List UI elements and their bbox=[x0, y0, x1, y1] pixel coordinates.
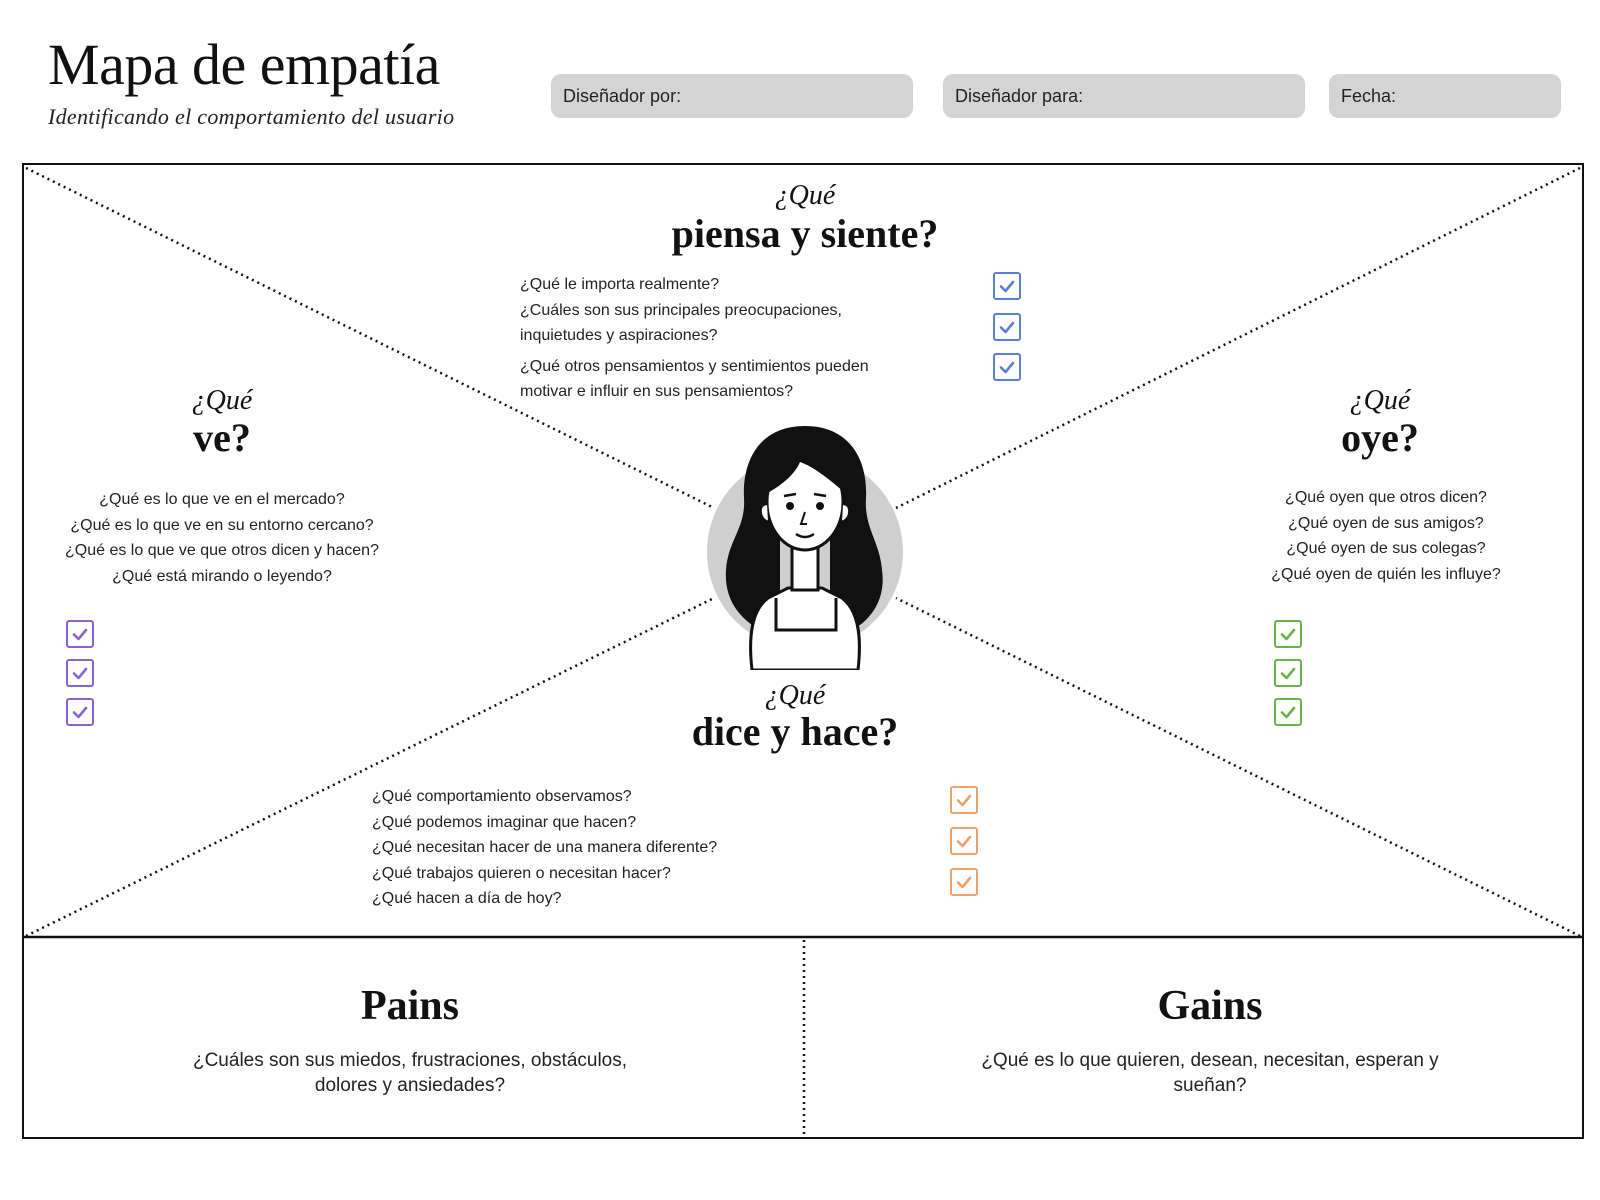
gains-title: Gains bbox=[1157, 983, 1263, 1029]
thinks-heading: piensa y siente? bbox=[671, 211, 939, 256]
thinks-question: motivar e influir en sus pensamientos? bbox=[520, 383, 794, 400]
hears-question: ¿Qué oyen que otros dicen? bbox=[1285, 489, 1487, 506]
hears-label: ¿Qué bbox=[1349, 385, 1411, 416]
sees-question: ¿Qué es lo que ve en su entorno cercano? bbox=[70, 516, 374, 534]
page-subtitle: Identificando el comportamiento del usuario bbox=[48, 104, 455, 129]
says-label: ¿Qué bbox=[764, 680, 826, 711]
checkmark-icon bbox=[1279, 703, 1297, 721]
says-questions bbox=[372, 784, 812, 912]
pains-text-line: ¿Cuáles son sus miedos, frustraciones, obstáculos, bbox=[192, 1050, 628, 1071]
checkmark-icon bbox=[955, 873, 973, 891]
thinks-question: inquietudes y aspiraciones? bbox=[520, 327, 718, 344]
hears-questions bbox=[1226, 485, 1546, 587]
pains-text-line: dolores y ansiedades? bbox=[314, 1075, 506, 1096]
thinks-question: ¿Qué otros pensamientos y sentimientos pueden bbox=[520, 357, 869, 375]
pains-title: Pains bbox=[360, 983, 460, 1029]
checkmark-icon bbox=[1279, 664, 1297, 682]
sees-checkbox[interactable] bbox=[66, 698, 94, 726]
sees-question: ¿Qué es lo que ve en el mercado? bbox=[99, 491, 345, 508]
user-avatar-icon bbox=[700, 420, 910, 670]
thinks-questions bbox=[520, 272, 960, 405]
says-checkbox[interactable] bbox=[950, 786, 978, 814]
sees-label: ¿Qué bbox=[191, 385, 253, 416]
sees-checkbox[interactable] bbox=[66, 659, 94, 687]
thinks-checkbox[interactable] bbox=[993, 272, 1021, 300]
says-question: ¿Qué comportamiento observamos? bbox=[372, 788, 632, 805]
sees-checkbox[interactable] bbox=[66, 620, 94, 648]
hears-checkbox[interactable] bbox=[1274, 620, 1302, 648]
says-checkbox[interactable] bbox=[950, 868, 978, 896]
checkmark-icon bbox=[955, 832, 973, 850]
says-question: ¿Qué trabajos quieren o necesitan hacer? bbox=[372, 864, 671, 882]
checkmark-icon bbox=[71, 625, 89, 643]
says-heading: dice y hace? bbox=[691, 709, 899, 754]
checkmark-icon bbox=[71, 703, 89, 721]
checkmark-icon bbox=[71, 664, 89, 682]
checkmark-icon bbox=[998, 318, 1016, 336]
hears-checkbox[interactable] bbox=[1274, 698, 1302, 726]
says-checkbox[interactable] bbox=[950, 827, 978, 855]
checkmark-icon bbox=[998, 277, 1016, 295]
thinks-label: ¿Qué bbox=[774, 180, 836, 211]
sees-question: ¿Qué es lo que ve que otros dicen y hacen? bbox=[65, 542, 379, 559]
date-label: Fecha: bbox=[1341, 85, 1397, 106]
says-question: ¿Qué hacen a día de hoy? bbox=[372, 890, 562, 907]
checkmark-icon bbox=[955, 791, 973, 809]
gains-text-line: sueñan? bbox=[1173, 1075, 1247, 1096]
says-question: ¿Qué necesitan hacer de una manera diferente? bbox=[372, 839, 718, 856]
gains-description bbox=[900, 1048, 1520, 1098]
hears-question: ¿Qué oyen de sus amigos? bbox=[1288, 514, 1484, 532]
checkmark-icon bbox=[998, 358, 1016, 376]
thinks-checkbox[interactable] bbox=[993, 353, 1021, 381]
gains-text-line: ¿Qué es lo que quieren, desean, necesitan, esperan y bbox=[981, 1050, 1439, 1071]
hears-heading: oye? bbox=[1341, 415, 1419, 460]
thinks-question: ¿Qué le importa realmente? bbox=[520, 276, 720, 293]
checkmark-icon bbox=[1279, 625, 1297, 643]
sees-question: ¿Qué está mirando o leyendo? bbox=[112, 567, 332, 585]
hears-question: ¿Qué oyen de quién les influye? bbox=[1271, 565, 1501, 583]
hears-checkbox[interactable] bbox=[1274, 659, 1302, 687]
thinks-question: ¿Cuáles son sus principales preocupaciones, bbox=[520, 301, 842, 319]
sees-heading: ve? bbox=[193, 415, 251, 460]
page-title: Mapa de empatía bbox=[48, 32, 440, 97]
thinks-checkbox[interactable] bbox=[993, 313, 1021, 341]
pains-description bbox=[110, 1048, 710, 1098]
hears-question: ¿Qué oyen de sus colegas? bbox=[1286, 540, 1486, 557]
designed-by-label: Diseñador por: bbox=[563, 85, 682, 106]
sees-questions bbox=[52, 487, 392, 589]
designed-for-label: Diseñador para: bbox=[955, 85, 1084, 106]
says-question: ¿Qué podemos imaginar que hacen? bbox=[372, 813, 637, 831]
